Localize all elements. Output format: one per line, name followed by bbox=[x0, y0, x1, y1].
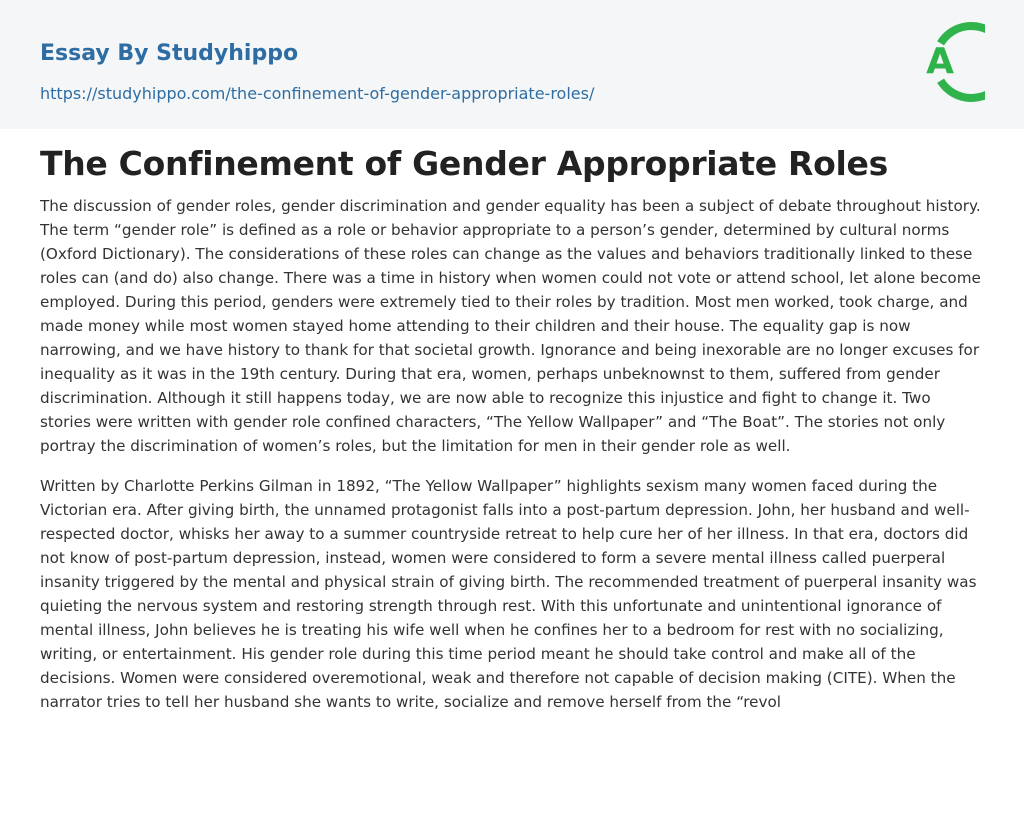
logo-letter: A bbox=[926, 41, 954, 82]
site-name[interactable]: Essay By Studyhippo bbox=[40, 41, 299, 66]
article-title: The Confinement of Gender Appropriate Roles bbox=[40, 144, 888, 183]
article-url-link[interactable]: https://studyhippo.com/the-confinement-of-gender-appropriate-roles/ bbox=[40, 84, 595, 103]
article-paragraph: The discussion of gender roles, gender discrimination and gender equality has been a subject of debate throughout history. The term “gender role” is defined as a role or behavior appropriate to a person’s gender, determined by cultural norms (Oxford Dictionary). The considerations of these roles can change as the values and behaviors traditionally linked to these roles can (and do) also change. There was a time in history when women could not vote or attend school, let alone become employed. During this period, genders were extremely tied to their roles by tradition. Most men worked, took charge, and made money while most women stayed home attending to their children and their house. The equality gap is now narrowing, and we have history to thank for that societal growth. Ignorance and being inexorable are no longer excuses for inequality as it was in the 19th century. During that era, women, perhaps unbeknownst to them, suffered from gender discrimination. Although it still happens today, we are now able to recognize this injustice and fight to change it. Two stories were written with gender role confined characters, “The Yellow Wallpaper” and “The Boat”. The stories not only portray the discrimination of women’s roles, but the limitation for men in their gender role as well. bbox=[40, 197, 981, 455]
article-paragraph: Written by Charlotte Perkins Gilman in 1892, “The Yellow Wallpaper” highlights sexism many women faced during the Victorian era. After giving birth, the unnamed protagonist falls into a post-partum depression. John, her husband and well-respected doctor, whisks her away to a summer countryside retreat to help cure her of her illness. In that era, doctors did not know of post-partum depression, instead, women were considered to form a severe mental illness called puerperal insanity triggered by the mental and physical strain of giving birth. The recommended treatment of puerperal insanity was quieting the nervous system and restoring strength through rest. With this unfortunate and unintentional ignorance of mental illness, John believes he is treating his wife well when he confines her to a bedroom for rest with no socializing, writing, or entertainment. His gender role during this time period meant he should take control and make all of the decisions. Women were considered overemotional, weak and therefore not capable of decision making (CITE). When the narrator tries to tell her husband she wants to write, socialize and remove herself from the “revol bbox=[40, 477, 977, 711]
site-header bbox=[0, 0, 1024, 129]
studyhippo-logo-icon[interactable] bbox=[913, 20, 985, 104]
article-body bbox=[40, 194, 984, 730]
